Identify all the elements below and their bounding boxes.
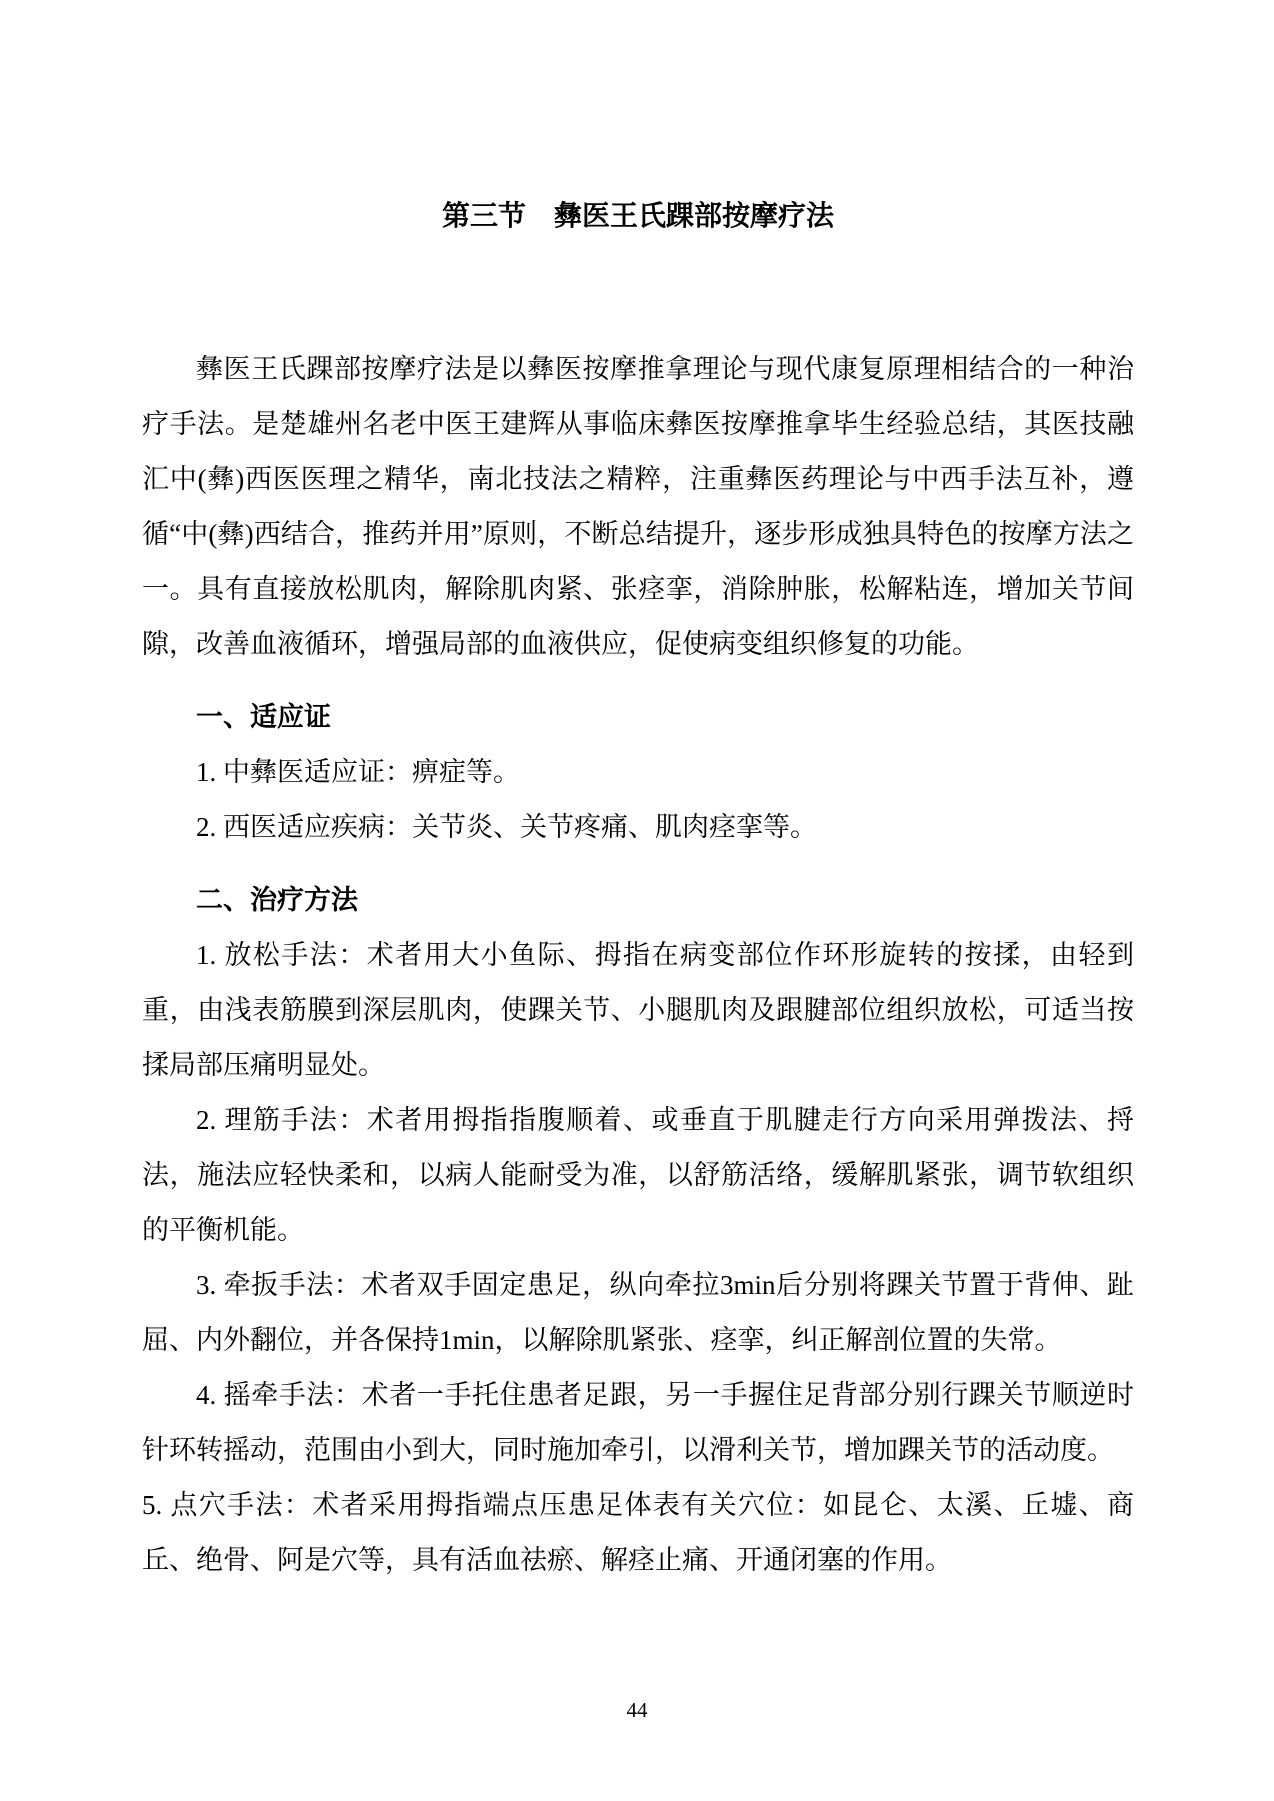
method-paragraph-shaking: 4. 摇牵手法：术者一手托住患者足跟，另一手握住足背部分别行踝关节顺逆时针环转摇动，范围由小到大，同时施加牵引，以滑利关节，增加踝关节的活动度。 [142, 1380, 1134, 1465]
intro-paragraph: 彝医王氏踝部按摩疗法是以彝医按摩推拿理论与现代康复原理相结合的一种治疗手法。是楚雄州名老中医王建辉从事临床彝医按摩推拿毕生经验总结，其医技融汇中(彝)西医医理之精华，南北技法之精粹，注重彝医药理论与中西手法互补，遵循“中(彝)西结合，推药并用”原则，不断总结提升，逐步形成独具特色的按摩方法之一。具有直接放松肌肉，解除肌肉紧、张痉挛，消除肿胀，松解粘连，增加关节间隙，改善血液循环，增强局部的血液供应，促使病变组织修复的功能。 [142, 354, 1134, 659]
page-number: 44 [626, 1698, 648, 1722]
indication-item-western: 2. 西医适应疾病：关节炎、关节疼痛、肌肉痉挛等。 [196, 812, 817, 842]
method-paragraph-tendon-regulating: 2. 理筋手法：术者用拇指指腹顺着、或垂直于肌腱走行方向采用弹拨法、捋法，施法应轻快柔和，以病人能耐受为准，以舒筋活络，缓解肌紧张，调节软组织的平衡机能。 [142, 1105, 1134, 1245]
method-paragraph-acupoint: 5. 点穴手法：术者采用拇指端点压患足体表有关穴位：如昆仑、太溪、丘墟、商丘、绝骨、阿是穴等，具有活血祛瘀、解痉止痛、开通闭塞的作用。 [142, 1490, 1134, 1575]
heading-treatment-methods: 二、治疗方法 [196, 885, 358, 915]
heading-indications: 一、适应证 [196, 702, 331, 732]
method-paragraph-traction: 3. 牵扳手法：术者双手固定患足，纵向牵拉3min后分别将踝关节置于背伸、趾屈、内外翻位，并各保持1min，以解除肌紧张、痉挛，纠正解剖位置的失常。 [142, 1270, 1134, 1355]
document-content [142, 0, 1134, 1588]
indication-item-tcm: 1. 中彝医适应证：痹症等。 [196, 757, 520, 787]
section-title: 第三节 彝医王氏踝部按摩疗法 [441, 200, 834, 231]
method-paragraph-relaxation: 1. 放松手法：术者用大小鱼际、拇指在病变部位作环形旋转的按揉，由轻到重，由浅表筋膜到深层肌肉，使踝关节、小腿肌肉及跟腱部位组织放松，可适当按揉局部压痛明显处。 [142, 940, 1134, 1080]
